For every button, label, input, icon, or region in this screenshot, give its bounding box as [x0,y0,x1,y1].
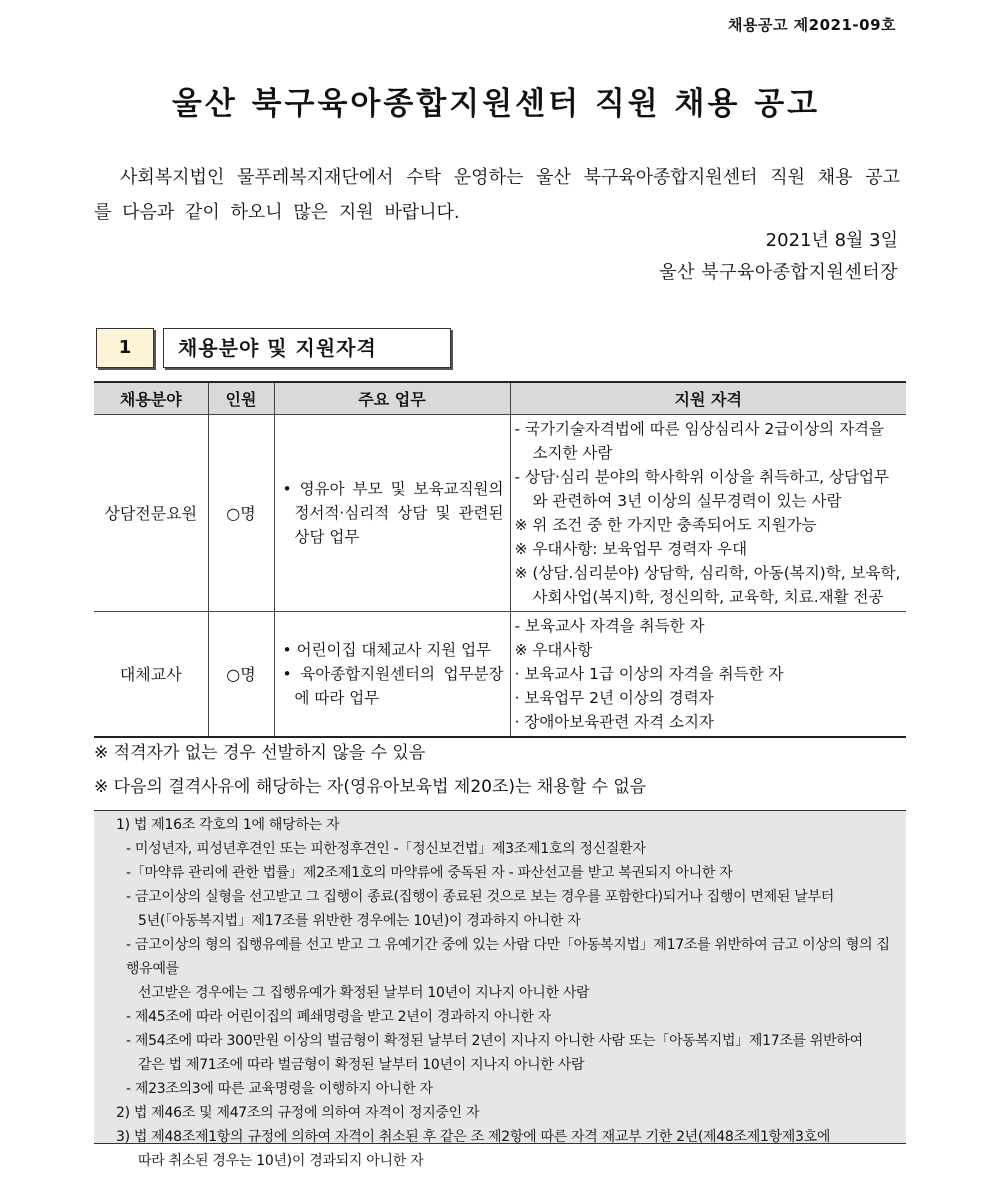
table-row [94,414,906,611]
header-field: 채용분야 [94,382,208,414]
disq-line: 1) 법 제16조 각호의 1에 해당하는 자 [116,817,340,833]
count-cell: ○명 [208,611,274,737]
disq-line: - 제23조의3에 따른 교육명령을 이행하지 아니한 자 [126,1081,433,1097]
qualification-item: ※ 우대사항 [514,640,593,659]
disq-line: 5년(「아동복지법」제17조를 위반한 경우에는 10년)이 경과하지 아니한 자 [138,913,581,929]
signer: 울산 북구육아종합지원센터장 [659,262,898,283]
count-cell: ○명 [208,414,274,611]
header-duties: 주요 업무 [274,382,510,414]
header-qualifications: 지원 자격 [510,382,906,414]
duties-cell [274,414,510,611]
disq-line: - 금고이상의 형의 집행유예를 선고 받고 그 유예기간 중에 있는 사람 다만「아동복지법」제17조를 위반하여 금고 이상의 형의 집행유예를 [126,937,890,977]
section-number: 1 [96,328,154,368]
qualification-item: - 국가기술자격법에 따른 임상심리사 2급이상의 자격을 소지한 사람 [514,419,884,462]
qualifications-cell [510,414,906,611]
notice-number: 채용공고 제2021-09호 [727,16,896,34]
disq-line: 3) 법 제48조제1항의 규정에 의하여 자격이 취소된 후 같은 조 제2항에 따른 자격 재교부 기한 2년(제48조제1항제3호에 [116,1129,831,1145]
duty-item: • 육아종합지원센터의 업무분장에 따라 업무 [282,664,504,707]
page-title: 울산 북구육아종합지원센터 직원 채용 공고 [171,86,821,122]
field-cell: 상담전문요원 [94,414,208,611]
announcement-date: 2021년 8월 3일 [765,230,898,251]
qualifications-cell [510,611,906,737]
disq-line: 같은 법 제71조에 따라 벌금형이 확정된 날부터 10년이 지나지 아니한 사람 [138,1057,585,1073]
qualification-item: ※ 위 조건 중 한 가지만 충족되어도 지원가능 [514,515,817,534]
disq-line: 따라 취소된 경우는 10년)이 경과되지 아니한 자 [138,1153,424,1169]
disq-line: 선고받은 경우에는 그 집행유예가 확정된 날부터 10년이 지나지 아니한 사람 [138,985,590,1001]
field-cell: 대체교사 [94,611,208,737]
disq-line: 2) 법 제46조 및 제47조의 규정에 의하여 자격이 정지중인 자 [116,1105,480,1121]
recruitment-table [94,381,906,738]
qualification-item: ※ 우대사항: 보육업무 경력자 우대 [514,539,748,558]
disq-line: - 제45조에 따라 어린이집의 폐쇄명령을 받고 2년이 경과하지 아니한 자 [126,1009,551,1025]
disq-line: - 제54조에 따라 300만원 이상의 벌금형이 확정된 날부터 2년이 지나지 아니한 사람 또는「아동복지법」제17조를 위반하여 [126,1033,863,1049]
section-title: 채용분야 및 지원자격 [163,328,451,368]
table-header-row [94,382,906,414]
table-row [94,611,906,737]
note-item: ※ 적격자가 없는 경우 선발하지 않을 수 있음 [94,743,426,763]
qualification-item: · 장애아보육관련 자격 소지자 [514,712,714,731]
disqualification-box [94,810,906,1169]
duty-item: • 어린이집 대체교사 지원 업무 [282,640,492,659]
qualification-item: · 보육교사 1급 이상의 자격을 취득한 자 [514,664,784,683]
qualification-item: · 보육업무 2년 이상의 경력자 [514,688,714,707]
qualification-item: - 상담‧심리 분야의 학사학위 이상을 취득하고, 상담업무와 관련하여 3년 이상의 실무경력이 있는 사람 [514,467,889,510]
header-count: 인원 [208,382,274,414]
notes [94,736,646,804]
disq-line: - 금고이상의 실형을 선고받고 그 집행이 종료(집행이 종료된 것으로 보는 경우를 포함한다)되거나 집행이 면제된 날부터 [126,889,834,905]
duties-cell [274,611,510,737]
qualification-item: - 보육교사 자격을 취득한 자 [514,616,705,635]
note-item: ※ 다음의 결격사유에 해당하는 자(영유아보육법 제20조)는 채용할 수 없음 [94,777,647,797]
disq-line: - 미성년자, 피성년후견인 또는 피한정후견인 -「정신보건법」제3조제1호의 정신질환자 [126,841,646,857]
disq-line: -「마약류 관리에 관한 법률」제2조제1호의 마약류에 중독된 자 - 파산선고를 받고 복권되지 아니한 자 [126,865,733,881]
qualification-item: ※ (상담.심리분야) 상담학, 심리학, 아동(복지)학, 보육학, 사회사업(복지)학, 정신의학, 교육학, 치료.재활 전공 [514,563,901,606]
duty-item: • 영유아 부모 및 보육교직원의 정서적‧심리적 상담 및 관련된 상담 업무 [282,479,504,546]
intro-paragraph: 사회복지법인 물푸레복지재단에서 수탁 운영하는 울산 북구육아종합지원센터 직원 채용 공고를 다음과 같이 하오니 많은 지원 바랍니다. [94,167,900,223]
